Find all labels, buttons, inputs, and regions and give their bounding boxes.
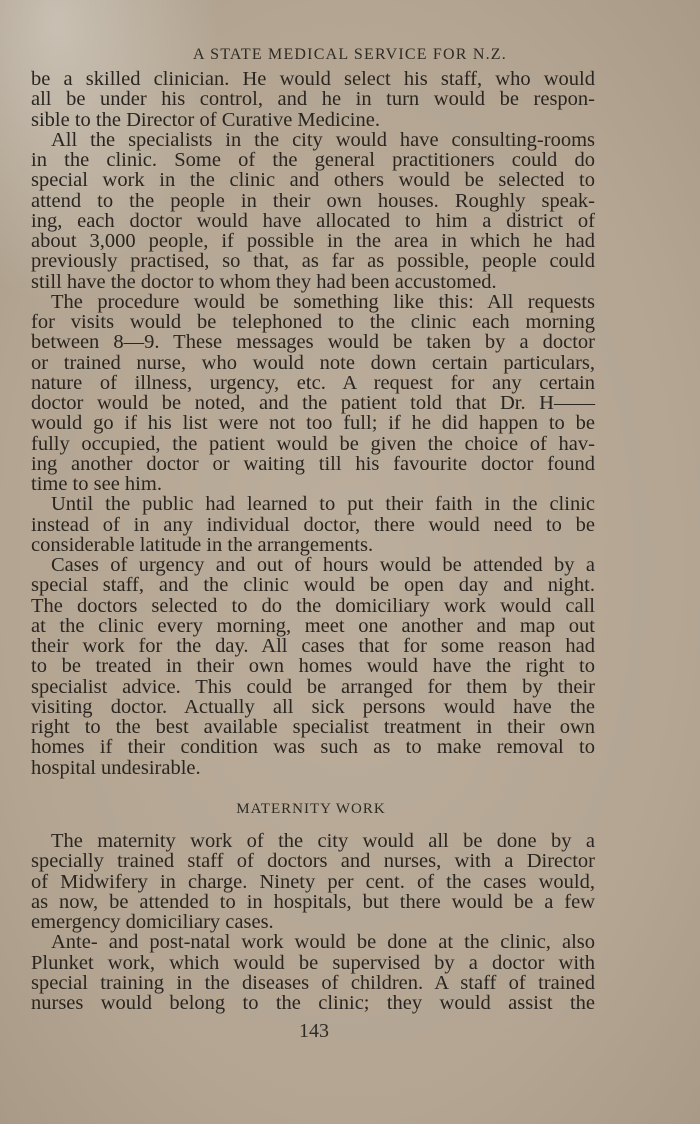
text-line: would go if his list were not too full; if he did happen to be — [31, 412, 595, 435]
text-line: The maternity work of the city would all be done by a — [51, 830, 595, 852]
text-line: nurses would belong to the clinic; they would assist the — [31, 992, 595, 1014]
text-line: nature of illness, urgency, etc. A request for any certain — [31, 371, 595, 394]
text-line: between 8—9. These messages would be taken by a doctor — [31, 331, 595, 354]
text-line: right to the best available specialist treatment in their own — [31, 716, 595, 738]
text-line: fully occupied, the patient would be given the choice of hav- — [31, 432, 595, 455]
body-text-lower — [31, 831, 595, 1013]
text-line: all be under his control, and he in turn would be respon- — [31, 88, 595, 111]
text-line: homes if their condition was such as to make removal to — [31, 736, 595, 759]
text-line: ing another doctor or waiting till his favourite doctor found — [31, 452, 595, 475]
text-line: still have the doctor to whom they had been accustomed. — [31, 270, 497, 293]
text-line: specially trained staff of doctors and nurses, with a Director — [31, 850, 595, 873]
text-line: at the clinic every morning, meet one another and map out — [31, 614, 595, 637]
text-line: doctor would be noted, and the patient told that Dr. H—— — [31, 392, 595, 414]
text-line: ing, each doctor would have allocated to him a district of — [31, 209, 595, 232]
text-line: specialist advice. This could be arranged for them by their — [31, 675, 595, 698]
text-line: instead of in any individual doctor, there would need to be — [31, 513, 595, 536]
text-line: for visits would be telephoned to the clinic each morning — [31, 311, 595, 333]
text-line: All the specialists in the city would have consulting-rooms — [51, 128, 595, 151]
text-line: time to see him. — [31, 473, 162, 495]
text-line: Plunket work, which would be supervised by a doctor with — [31, 951, 595, 974]
text-line: in the clinic. Some of the general practitioners could do — [31, 149, 595, 171]
text-line: The procedure would be something like this: All requests — [51, 290, 595, 313]
text-line: considerable latitude in the arrangements. — [31, 533, 374, 556]
text-line: The doctors selected to do the domiciliary work would call — [31, 594, 595, 617]
section-heading: MATERNITY WORK — [236, 801, 386, 817]
text-line: their work for the day. All cases that for some reason had — [31, 635, 595, 657]
text-line: special staff, and the clinic would be open day and night. — [31, 574, 595, 597]
text-line: attend to the people in their own houses. Roughly speak- — [31, 189, 595, 212]
text-line: be a skilled clinician. He would select his staff, who would — [31, 68, 595, 90]
text-line: hospital undesirable. — [31, 756, 201, 779]
text-line: visiting doctor. Actually all sick persons would have the — [31, 695, 595, 718]
text-line: Ante- and post-natal work would be done at the clinic, also — [51, 931, 595, 954]
text-line: as now, be attended to in hospitals, but there would be a few — [31, 890, 595, 913]
page-number: 143 — [299, 1020, 329, 1042]
text-line: about 3,000 people, if possible in the area in which he had — [31, 230, 595, 252]
text-line: special work in the clinic and others would be selected to — [31, 169, 595, 192]
text-line: to be treated in their own homes would have the right to — [31, 655, 595, 678]
text-line: emergency domiciliary cases. — [31, 911, 274, 933]
body-text-upper — [31, 69, 595, 778]
text-line: sible to the Director of Curative Medicine. — [31, 108, 380, 131]
text-line: special training in the diseases of children. A staff of trained — [31, 971, 595, 994]
text-line: Cases of urgency and out of hours would be attended by a — [51, 554, 595, 576]
text-line: Until the public had learned to put their faith in the clinic — [51, 493, 595, 516]
running-head: A STATE MEDICAL SERVICE FOR N.Z. — [193, 46, 507, 63]
text-line: or trained nurse, who would note down certain particulars, — [31, 351, 595, 374]
text-line: of Midwifery in charge. Ninety per cent. of the cases would, — [31, 870, 595, 893]
text-line: previously practised, so that, as far as possible, people could — [31, 250, 595, 273]
